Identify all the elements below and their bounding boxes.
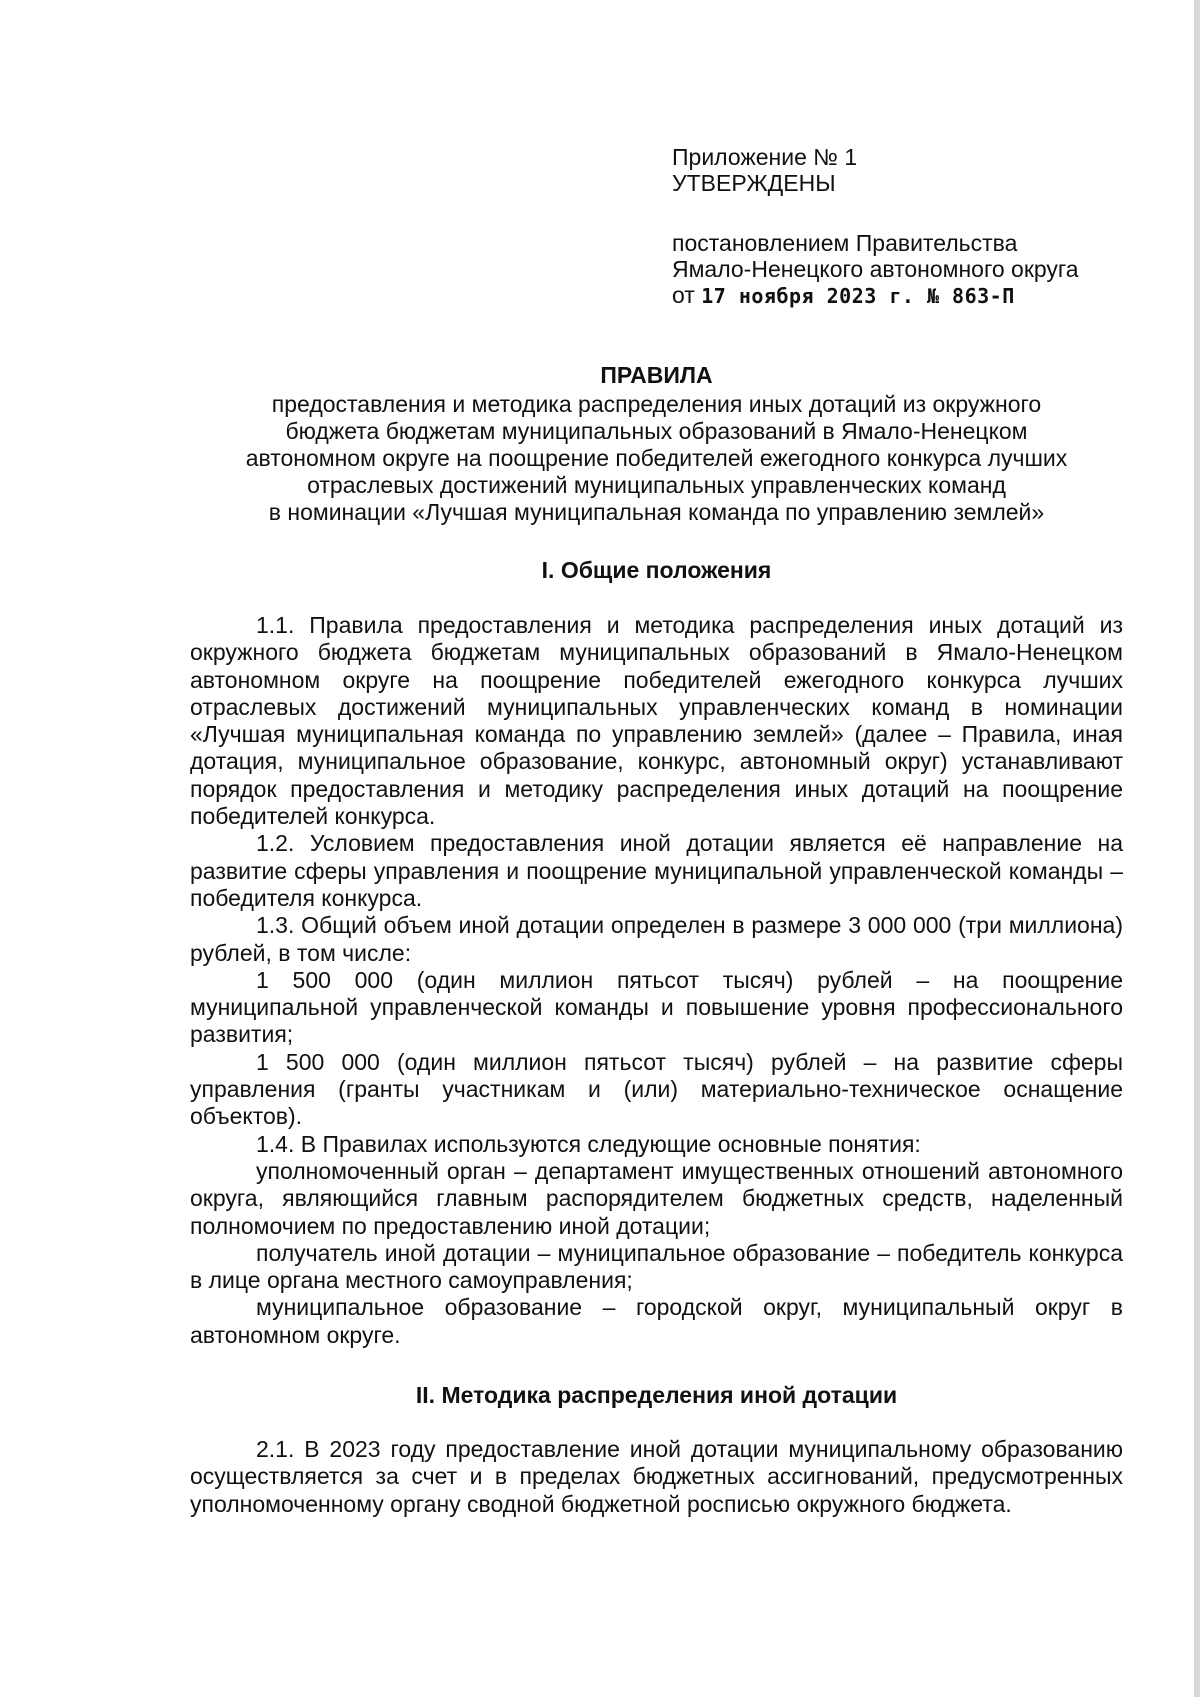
appendix-number: Приложение № 1 — [672, 144, 858, 170]
title-line: бюджета бюджетам муниципальных образований в Ямало-Ненецком — [285, 418, 1028, 444]
paragraph: 2.1. В 2023 году предоставление иной дотации муниципальному образованию осуществляется за счет и в пределах бюджетных ассигнований, предусмотренных уполномоченному органу сводной бюджетной росписью окружного бюджета. — [190, 1436, 1123, 1517]
paragraph: 1 500 000 (один миллион пятьсот тысяч) рублей – на развитие сферы управления (гранты участникам и (или) материально-техническое оснащение объектов). — [190, 1048, 1123, 1130]
title-line: в номинации «Лучшая муниципальная команда по управлению землей» — [268, 499, 1045, 525]
section-1-body — [190, 612, 1123, 1349]
paragraph: 1 500 000 (один миллион пятьсот тысяч) рублей – на поощрение муниципальной управленческой команды и повышение уровня профессионального развития; — [190, 966, 1123, 1048]
paragraph: 1.2. Условием предоставления иной дотации является её направление на развитие сферы управления и поощрение муниципальной управленческой команды – победителя конкурса. — [190, 830, 1123, 911]
title-line: предоставления и методика распределения иных дотаций из окружного — [271, 391, 1042, 417]
paragraph: 1.3. Общий объем иной дотации определен в размере 3 000 000 (три миллиона) рублей, в том числе: — [190, 912, 1123, 966]
resolution-date-line — [672, 282, 1142, 309]
paragraph: получатель иной дотации – муниципальное образование – победитель конкурса в лице органа местного самоуправления; — [190, 1239, 1123, 1294]
title-heading: ПРАВИЛА — [600, 362, 713, 388]
section-2-heading: II. Методика распределения иной дотации — [415, 1382, 898, 1408]
section-1-heading: I. Общие положения — [541, 557, 772, 583]
resolution-label: постановлением Правительства — [672, 230, 1018, 256]
government-name: Ямало-Ненецкого автономного округа — [672, 256, 1079, 282]
section-2-body — [190, 1436, 1123, 1518]
approval-stamp — [672, 144, 1142, 309]
paragraph: муниципальное образование – городской округ, муниципальный округ в автономном округе. — [190, 1294, 1123, 1348]
title-line: отраслевых достижений муниципальных управленческих команд — [307, 472, 1006, 498]
resolution-date: 17 ноября 2023 г. № 863-П — [701, 284, 1015, 308]
date-prefix: от — [672, 282, 695, 308]
approved-label: УТВЕРЖДЕНЫ — [672, 170, 836, 196]
paragraph: уполномоченный орган – департамент имущественных отношений автономного округа, являющийся главным распорядителем бюджетных средств, наделенный полномочием по предоставлению иной дотации; — [190, 1157, 1123, 1239]
document-title — [190, 362, 1123, 526]
page-edge — [1194, 0, 1200, 1697]
paragraph: 1.1. Правила предоставления и методика распределения иных дотаций из окружного бюджета бюджетам муниципальных образований в Ямало-Ненецком автономном округе на поощрение победителей ежегодного конкурса лучших отраслевых достижений муниципальных управленческих команд в номинации «Лучшая муниципальная команда по управлению землей» (далее – Правила, иная дотация, муниципальное образование, конкурс, автономный округ) устанавливают порядок предоставления и методику распределения иных дотаций на поощрение победителей конкурса. — [190, 612, 1123, 830]
title-line: автономном округе на поощрение победителей ежегодного конкурса лучших — [245, 445, 1068, 471]
paragraph: 1.4. В Правилах используются следующие основные понятия: — [256, 1130, 921, 1157]
